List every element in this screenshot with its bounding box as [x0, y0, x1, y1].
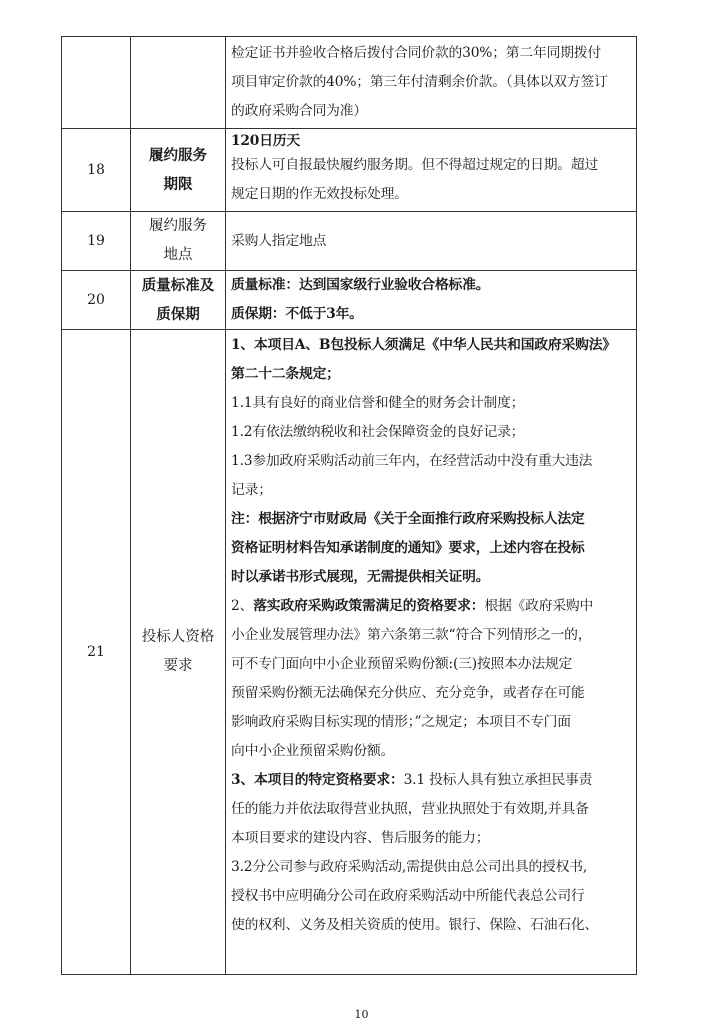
- page-number: 10: [354, 1008, 369, 1021]
- procurement-table: [61, 36, 637, 975]
- text-line: 资格证明材料告知承诺制度的通知》要求，上述内容在投标: [231, 540, 585, 556]
- inline-text: 3.1 投标人具有独立承担民事责: [403, 772, 593, 788]
- label-line: 质保期: [156, 306, 200, 323]
- row-number: 21: [62, 330, 131, 975]
- bold-heading: 3、本项目的特定资格要求：: [231, 772, 404, 788]
- text-line: 小企业发展管理办法》第六条第三款“符合下列情形之一的，: [231, 627, 592, 643]
- cell-payment-text: [226, 37, 637, 129]
- cell-qualification: [226, 330, 637, 975]
- text-line: 第二十二条规定；: [231, 366, 340, 382]
- row-label-quality: [131, 271, 226, 330]
- cell-num-empty: [62, 37, 131, 129]
- inline-text: 根据《政府采购中: [484, 598, 594, 614]
- text-line: 本项目要求的建设内容、售后服务的能力；: [231, 830, 490, 846]
- text-line: 1、本项目A、B包投标人须满足《中华人民共和国政府采购法》: [231, 337, 616, 353]
- table-row-18: [62, 129, 637, 212]
- table-row-21: [62, 330, 637, 975]
- text-line: 使的权利、义务及相关资质的使用。银行、保险、石油石化、: [231, 917, 599, 933]
- text-line: 采购人指定地点: [231, 232, 327, 249]
- label-line: 要求: [163, 658, 193, 674]
- label-line: 质量标准及: [141, 277, 215, 294]
- text-line: 注：根据济宁市财政局《关于全面推行政府采购投标人法定: [231, 511, 585, 527]
- table-row-continued: [62, 37, 637, 129]
- bold-heading: 落实政府采购政策需满足的资格要求：: [253, 598, 485, 614]
- text-line: 预留采购份额无法确保充分供应、充分竞争，或者存在可能: [231, 685, 585, 701]
- label-line: 地点: [163, 247, 193, 263]
- label-line: 投标人资格: [141, 629, 215, 645]
- text-line: 任的能力并依法取得营业执照，营业执照处于有效期,并具备: [231, 801, 589, 817]
- text-line: 项目审定价款的40%；第三年付清剩余价款。（具体以双方签订: [231, 74, 608, 90]
- cell-service-period: [226, 129, 637, 212]
- text-line: 的政府采购合同为准）: [231, 103, 367, 119]
- row-label-qualification: [131, 330, 226, 975]
- table-row-20: [62, 271, 637, 330]
- text-line: 规定日期的作无效投标处理。: [231, 186, 408, 202]
- label-line: 期限: [163, 176, 193, 193]
- text-line: 向中小企业预留采购份额。: [231, 743, 395, 759]
- text-line: 3.2分公司参与政府采购活动,需提供由总公司出具的授权书,: [231, 859, 588, 875]
- text-line: 1.2有依法缴纳税收和社会保障资金的良好记录；: [231, 424, 525, 440]
- table-row-19: [62, 212, 637, 271]
- text-line: 投标人可自报最快履约服务期。但不得超过规定的日期。超过: [231, 157, 599, 173]
- text-line: 1.1具有良好的商业信誉和健全的财务会计制度；: [231, 395, 525, 411]
- label-line: 履约服务: [149, 218, 207, 234]
- row-number: 19: [62, 212, 131, 271]
- cell-quality: [226, 271, 637, 330]
- text-line: 120日历天: [231, 133, 300, 149]
- text-line: 影响政府采购目标实现的情形；”之规定；本项目不专门面: [231, 714, 571, 730]
- cell-label-empty: [131, 37, 226, 129]
- text-line: 记录；: [231, 482, 272, 498]
- text-line: 授权书中应明确分公司在政府采购活动中所能代表总公司行: [231, 888, 585, 904]
- text-line: 1.3参加政府采购活动前三年内，在经营活动中没有重大违法: [231, 453, 593, 469]
- text-line: 质量标准：达到国家级行业验收合格标准。: [231, 277, 490, 293]
- item-prefix: 2、: [231, 598, 254, 614]
- row-number: 20: [62, 271, 131, 330]
- text-line: [231, 592, 631, 621]
- text-line: 检定证书并验收合格后拨付合同价款的30%；第二年同期拨付: [231, 45, 601, 61]
- cell-service-location: [226, 212, 637, 271]
- row-number: 18: [62, 129, 131, 212]
- text-line: 质保期：不低于3年。: [231, 306, 363, 322]
- label-line: 履约服务: [149, 147, 207, 164]
- text-line: 可不专门面向中小企业预留采购份额:(三)按照本办法规定: [231, 656, 573, 672]
- row-label-service-period: [131, 129, 226, 212]
- row-label-service-location: [131, 212, 226, 271]
- text-line: 时以承诺书形式展现，无需提供相关证明。: [231, 569, 490, 585]
- text-line: [231, 766, 631, 795]
